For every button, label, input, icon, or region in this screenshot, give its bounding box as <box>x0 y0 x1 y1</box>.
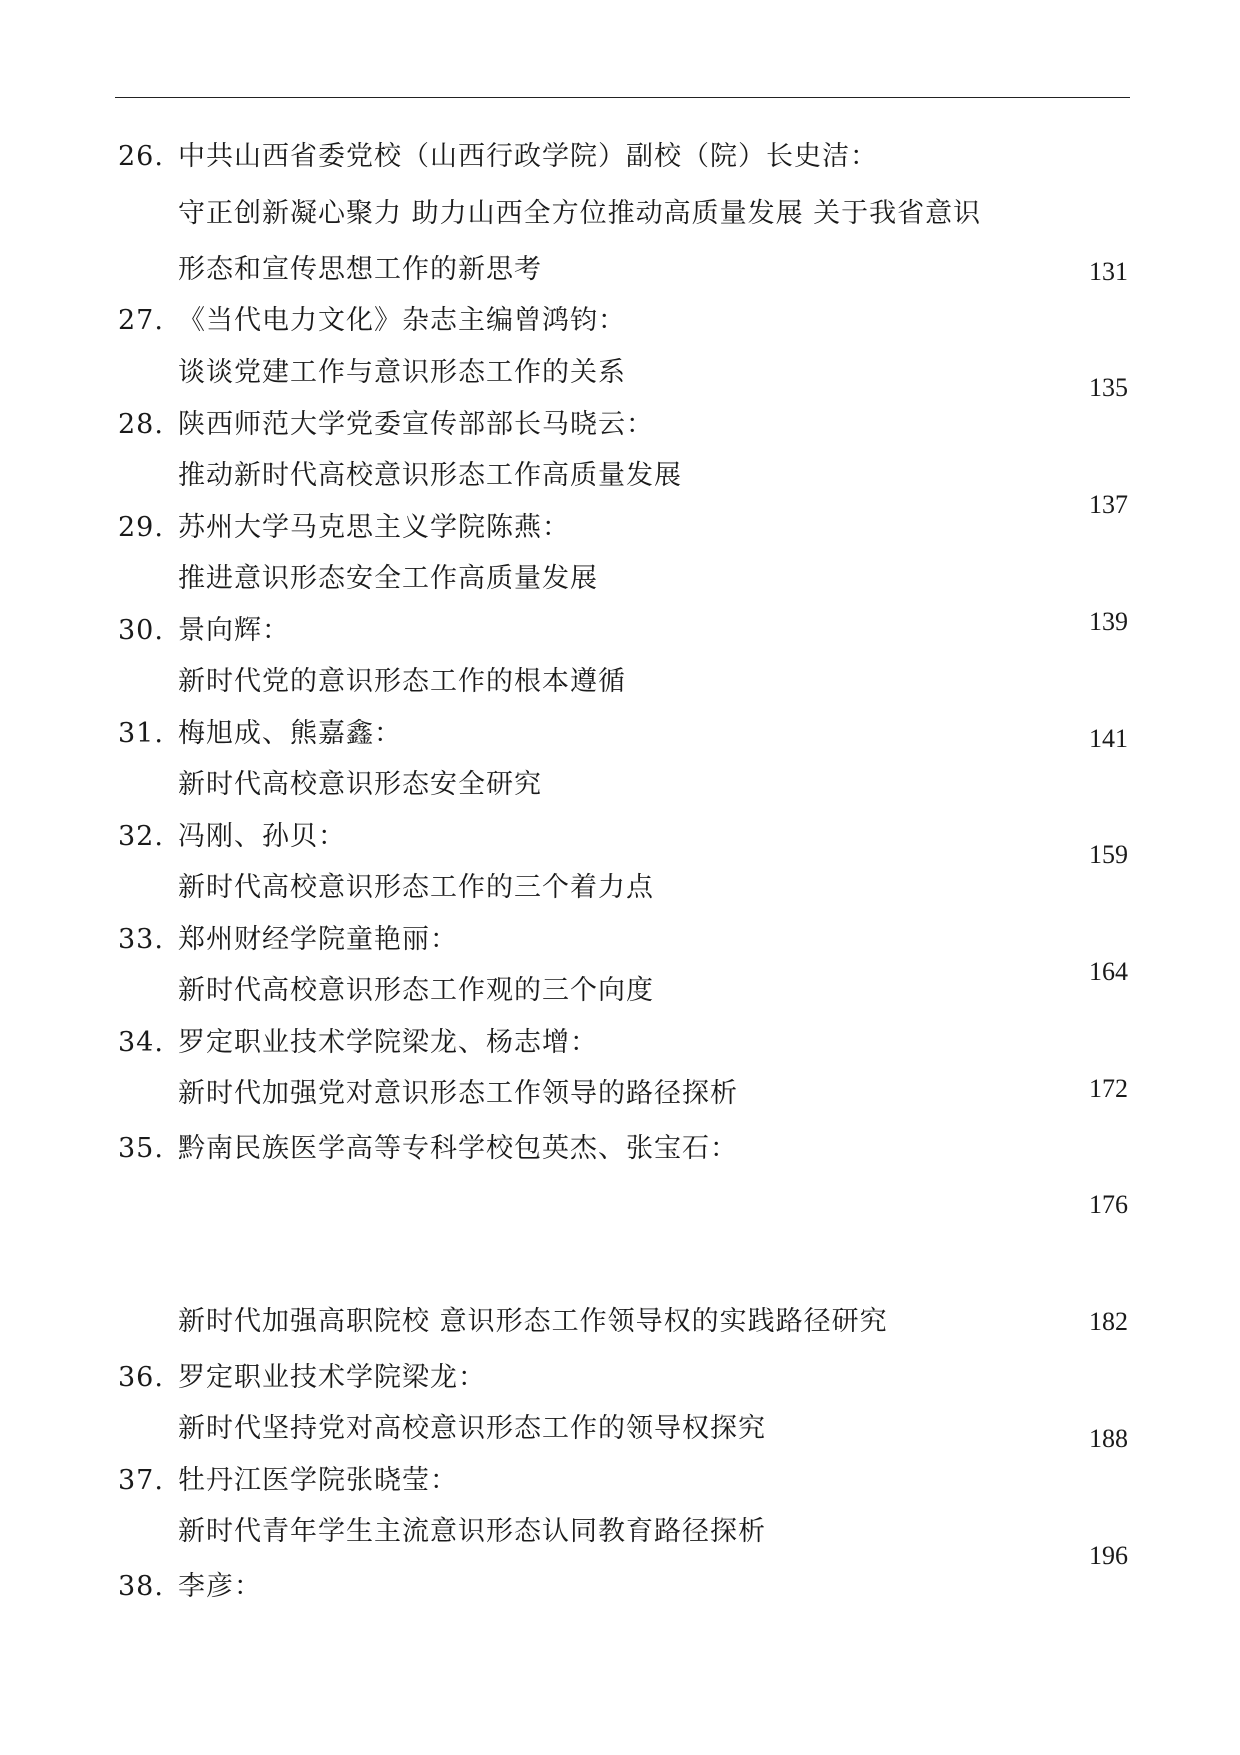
entry-title: 新时代高校意识形态工作观的三个向度 <box>178 975 654 1006</box>
entry-number: 33. <box>118 924 164 955</box>
entry-number: 31. <box>118 718 164 749</box>
page-number: 137 <box>1089 490 1128 519</box>
entry-number: 36. <box>118 1362 164 1393</box>
entry-title: 推动新时代高校意识形态工作高质量发展 <box>178 460 682 491</box>
entry-number: 26. <box>118 141 164 172</box>
entry-title: 新时代党的意识形态工作的根本遵循 <box>178 666 626 697</box>
page-number: 139 <box>1089 607 1128 636</box>
entry-author: 中共山西省委党校（山西行政学院）副校（院）长史洁： <box>178 141 878 172</box>
entry-author: 郑州财经学院童艳丽： <box>178 924 458 955</box>
page-number: 172 <box>1089 1074 1128 1103</box>
page-number: 196 <box>1089 1541 1128 1570</box>
page-number: 131 <box>1089 257 1128 286</box>
entry-author: 罗定职业技术学院梁龙、杨志增： <box>178 1027 598 1058</box>
entry-author: 景向辉： <box>178 615 290 646</box>
entry-title: 新时代青年学生主流意识形态认同教育路径探析 <box>178 1516 766 1547</box>
entry-number: 37. <box>118 1465 164 1496</box>
entry-number: 38. <box>118 1571 164 1602</box>
entry-number: 27. <box>118 305 164 336</box>
entry-author: 苏州大学马克思主义学院陈燕： <box>178 512 570 543</box>
entry-title: 新时代加强党对意识形态工作领导的路径探析 <box>178 1078 738 1109</box>
page-number: 182 <box>1089 1307 1128 1336</box>
page-number: 164 <box>1089 957 1128 986</box>
entry-title: 新时代加强高职院校 意识形态工作领导权的实践路径研究 <box>178 1306 888 1337</box>
entry-title: 守正创新凝心聚力 助力山西全方位推动高质量发展 关于我省意识 <box>178 198 982 229</box>
entry-number: 30. <box>118 615 164 646</box>
entry-title: 新时代高校意识形态安全研究 <box>178 769 542 800</box>
header-rule <box>115 97 1130 98</box>
entry-author: 牡丹江医学院张晓莹： <box>178 1465 458 1496</box>
page-number: 176 <box>1089 1190 1128 1219</box>
entry-title: 谈谈党建工作与意识形态工作的关系 <box>178 357 626 388</box>
page-number: 141 <box>1089 724 1128 753</box>
entry-title-continued: 形态和宣传思想工作的新思考 <box>178 254 542 285</box>
page-number: 159 <box>1089 840 1128 869</box>
entry-author: 陕西师范大学党委宣传部部长马晓云： <box>178 409 654 440</box>
page-number: 188 <box>1089 1424 1128 1453</box>
page-number: 135 <box>1089 373 1128 402</box>
entry-author: 李彦： <box>178 1571 262 1602</box>
entry-author: 罗定职业技术学院梁龙： <box>178 1362 486 1393</box>
entry-number: 35. <box>118 1133 164 1164</box>
entry-author: 《当代电力文化》杂志主编曾鸿钧： <box>178 305 626 336</box>
entry-title: 推进意识形态安全工作高质量发展 <box>178 563 598 594</box>
entry-title: 新时代高校意识形态工作的三个着力点 <box>178 872 654 903</box>
entry-number: 29. <box>118 512 164 543</box>
entry-number: 32. <box>118 821 164 852</box>
entry-author: 梅旭成、熊嘉鑫： <box>178 718 402 749</box>
entry-author: 黔南民族医学高等专科学校包英杰、张宝石： <box>178 1133 738 1164</box>
entry-title: 新时代坚持党对高校意识形态工作的领导权探究 <box>178 1413 766 1444</box>
entry-number: 34. <box>118 1027 164 1058</box>
entry-author: 冯刚、孙贝： <box>178 821 346 852</box>
entry-number: 28. <box>118 409 164 440</box>
